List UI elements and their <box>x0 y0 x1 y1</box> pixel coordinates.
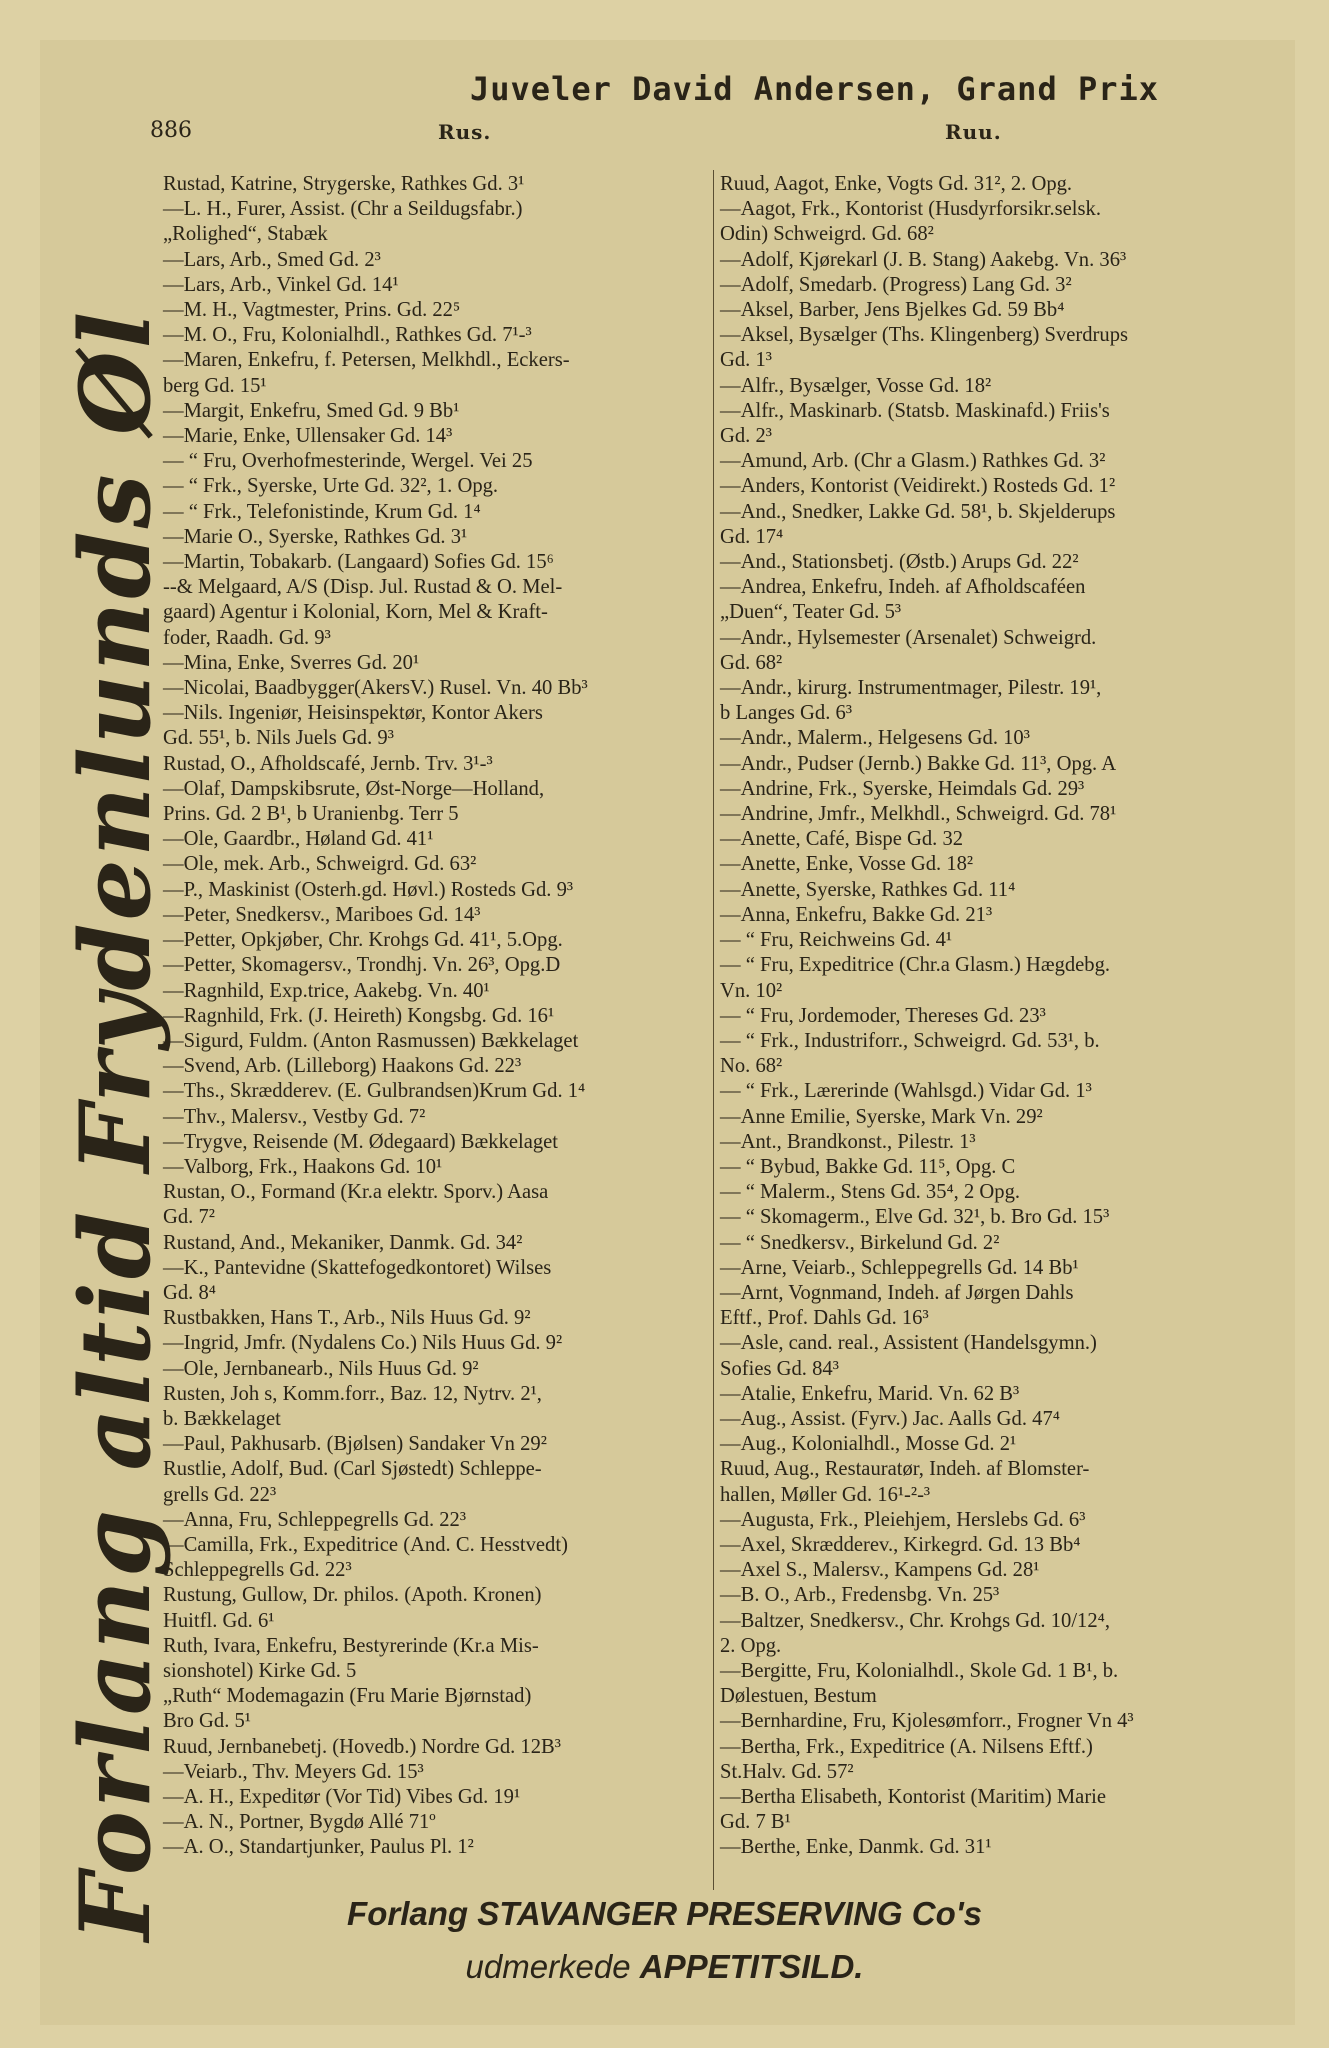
directory-entry-line: —Anette, Café, Bispe Gd. 32 <box>720 828 964 851</box>
directory-entry-line: b. Bækkelaget <box>163 1407 281 1430</box>
directory-entry-line: —Anna, Fru, Schleppegrells Gd. 22³ <box>163 1508 467 1531</box>
directory-entry-line: — “ Fru, Reichweins Gd. 4¹ <box>720 929 953 952</box>
directory-entry-line: — “ Fru, Expeditrice (Chr.a Glasm.) Hægdebg. <box>720 954 1111 977</box>
directory-entry-line: St.Halv. Gd. 57² <box>720 1760 854 1783</box>
directory-entry-line: —Ant., Brandkonst., Pilestr. 1³ <box>720 1130 976 1153</box>
directory-entry-line: — “ Frk., Lærerinde (Wahlsgd.) Vidar Gd. 1³ <box>720 1080 1092 1103</box>
directory-entry-line: —Ole, Gaardbr., Høland Gd. 41¹ <box>163 828 434 851</box>
column-divider <box>713 170 714 1890</box>
left-column-entries <box>163 172 711 1861</box>
directory-entry-line: —B. O., Arb., Fredensbg. Vn. 25³ <box>720 1584 1000 1607</box>
directory-entry-line: —Lars, Arb., Smed Gd. 2³ <box>163 248 381 271</box>
directory-entry-line: sionshotel) Kirke Gd. 5 <box>163 1659 357 1682</box>
right-column-entries <box>720 172 1280 1861</box>
directory-entry-line: —Arne, Veiarb., Schleppegrells Gd. 14 Bb¹ <box>720 1256 1079 1279</box>
directory-entry-line: —Ragnhild, Exp.trice, Aakebg. Vn. 40¹ <box>163 979 490 1002</box>
directory-entry-line: —Trygve, Reisende (M. Ødegaard) Bækkelaget <box>163 1130 559 1153</box>
directory-entry-line: —Ole, mek. Arb., Schweigrd. Gd. 63² <box>163 853 477 876</box>
directory-entry-line: Schleppegrells Gd. 22³ <box>163 1559 352 1582</box>
directory-entry-line: Gd. 68² <box>720 651 783 674</box>
directory-entry-line: Gd. 17⁴ <box>720 525 784 548</box>
directory-entry-line: —Nicolai, Baadbygger(AkersV.) Rusel. Vn. 40 Bb³ <box>163 677 588 700</box>
directory-entry-line: — “ Bybud, Bakke Gd. 11⁵, Opg. C <box>720 1155 1016 1178</box>
directory-entry-line: --& Melgaard, A/S (Disp. Jul. Rustad & O. Mel- <box>163 576 563 599</box>
directory-entry-line: —Ths., Skrædderev. (E. Gulbrandsen)Krum Gd. 1⁴ <box>163 1080 586 1103</box>
right-column-heading: Ruu. <box>945 120 1002 144</box>
directory-entry-line: —Bergitte, Fru, Kolonialhdl., Skole Gd. 1 B¹, b. <box>720 1659 1119 1682</box>
directory-entry-line: —Veiarb., Thv. Meyers Gd. 15³ <box>163 1760 424 1783</box>
directory-entry-line: Prins. Gd. 2 B¹, b Uranienbg. Terr 5 <box>163 803 459 826</box>
directory-entry-line: — “ Skomagerm., Elve Gd. 32¹, b. Bro Gd. 15³ <box>720 1206 1110 1229</box>
directory-entry-line: Rustad, Katrine, Strygerske, Rathkes Gd. 3¹ <box>163 173 525 195</box>
directory-entry-line: No. 68² <box>720 1055 783 1078</box>
footer-ad-product: APPETITSILD. <box>639 1948 864 1985</box>
directory-entry-line: Ruud, Jernbanebetj. (Hovedb.) Nordre Gd. 12B³ <box>163 1735 561 1758</box>
directory-entry-line: —Aagot, Frk., Kontorist (Husdyrforsikr.selsk. <box>720 198 1101 221</box>
directory-entry-line: —A. H., Expeditør (Vor Tid) Vibes Gd. 19¹ <box>163 1786 521 1808</box>
directory-entry-line: —Sigurd, Fuldm. (Anton Rasmussen) Bækkelaget <box>163 1029 579 1052</box>
directory-entry-line: Rustbakken, Hans T., Arb., Nils Huus Gd. 9² <box>163 1307 531 1330</box>
directory-entry-line: berg Gd. 15¹ <box>163 374 267 397</box>
directory-entry-line: Odin) Schweigrd. Gd. 68² <box>720 223 934 246</box>
directory-entry-line: —Olaf, Dampskibsrute, Øst-Norge—Holland, <box>163 777 545 800</box>
directory-entry-line: Rustan, O., Formand (Kr.a elektr. Sporv.) Aasa <box>163 1181 549 1204</box>
directory-entry-line: —Anders, Kontorist (Veidirekt.) Rosteds Gd. 1² <box>720 475 1116 498</box>
directory-entry-line: — “ Frk., Telefonistinde, Krum Gd. 1⁴ <box>163 500 481 523</box>
directory-entry-line: —Aug., Kolonialhdl., Mosse Gd. 2¹ <box>720 1433 1017 1456</box>
directory-entry-line: —Anette, Enke, Vosse Gd. 18² <box>720 853 974 876</box>
directory-entry-line: —Peter, Snedkersv., Mariboes Gd. 14³ <box>163 903 481 926</box>
directory-entry-line: Sofies Gd. 84³ <box>720 1357 839 1380</box>
page-number: 886 <box>150 118 192 143</box>
directory-entry-line: —Maren, Enkefru, f. Petersen, Melkhdl., Eckers- <box>163 349 570 372</box>
directory-entry-line: —Mina, Enke, Sverres Gd. 20¹ <box>163 651 420 674</box>
directory-entry-line: „Duen“, Teater Gd. 5³ <box>720 601 902 624</box>
footer-advertisement-line2 <box>0 1948 1329 1986</box>
directory-entry-line: „Rolighed“, Stabæk <box>163 223 328 246</box>
directory-entry-line: —Bertha Elisabeth, Kontorist (Maritim) Marie <box>720 1786 1107 1808</box>
directory-entry-line: 2. Opg. <box>720 1634 782 1657</box>
directory-entry-line: Eftf., Prof. Dahls Gd. 16³ <box>720 1307 929 1330</box>
left-column-heading: Rus. <box>438 120 492 144</box>
directory-entry-line: —Petter, Opkjøber, Chr. Krohgs Gd. 41¹, 5.Opg. <box>163 929 563 952</box>
directory-entry-line: —Alfr., Maskinarb. (Statsb. Maskinafd.) Friis's <box>720 399 1110 422</box>
directory-entry-line: — “ Malerm., Stens Gd. 35⁴, 2 Opg. <box>720 1181 1021 1204</box>
directory-entry-line: —Nils. Ingeniør, Heisinspektør, Kontor Akers <box>163 702 543 725</box>
directory-entry-line: —Anne Emilie, Syerske, Mark Vn. 29² <box>720 1105 1043 1128</box>
directory-entry-line: Bro Gd. 5¹ <box>163 1710 251 1733</box>
directory-entry-line: —And., Stationsbetj. (Østb.) Arups Gd. 22² <box>720 551 1079 574</box>
directory-entry-line: b Langes Gd. 6³ <box>720 702 852 725</box>
directory-entry-line: Ruud, Aagot, Enke, Vogts Gd. 31², 2. Opg. <box>720 173 1073 195</box>
directory-entry-line: —Adolf, Kjørekarl (J. B. Stang) Aakebg. Vn. 36³ <box>720 248 1127 271</box>
directory-entry-line: Ruud, Aug., Restauratør, Indeh. af Blomster- <box>720 1458 1090 1481</box>
directory-entry-line: Gd. 55¹, b. Nils Juels Gd. 9³ <box>163 727 394 750</box>
directory-entry-line: Gd. 8⁴ <box>163 1281 216 1304</box>
directory-entry-line: — “ Fru, Overhofmesterinde, Wergel. Vei 25 <box>163 450 533 473</box>
directory-entry-line: —Ole, Jernbanearb., Nils Huus Gd. 9² <box>163 1357 479 1380</box>
directory-entry-line: Ruth, Ivara, Enkefru, Bestyrerinde (Kr.a Mis- <box>163 1634 539 1657</box>
directory-entry-line: —Adolf, Smedarb. (Progress) Lang Gd. 3² <box>720 273 1072 296</box>
directory-entry-line: — “ Frk., Syerske, Urte Gd. 32², 1. Opg. <box>163 475 499 498</box>
directory-entry-line: hallen, Møller Gd. 16¹-²-³ <box>720 1483 931 1506</box>
directory-entry-line: —Andrine, Jmfr., Melkhdl., Schweigrd. Gd. 78¹ <box>720 803 1117 826</box>
vertical-side-advertisement: Forlang altid Frydenlunds Øl <box>58 308 172 1942</box>
directory-entry-line: —Aksel, Barber, Jens Bjelkes Gd. 59 Bb⁴ <box>720 299 1065 322</box>
directory-entry-line: —Martin, Tobakarb. (Langaard) Sofies Gd. 15⁶ <box>163 551 554 574</box>
directory-entry-line: —Thv., Malersv., Vestby Gd. 7² <box>163 1105 426 1128</box>
footer-ad-prefix: udmerkede <box>465 1948 640 1985</box>
directory-entry-line: —Anette, Syerske, Rathkes Gd. 11⁴ <box>720 878 1016 901</box>
directory-entry-line: —Ingrid, Jmfr. (Nydalens Co.) Nils Huus Gd. 9² <box>163 1332 563 1355</box>
directory-entry-line: — “ Frk., Industriforr., Schweigrd. Gd. 53¹, b. <box>720 1029 1100 1052</box>
directory-entry-line: Gd. 7² <box>163 1206 215 1229</box>
directory-entry-line: —Lars, Arb., Vinkel Gd. 14¹ <box>163 273 399 296</box>
directory-entry-line: —And., Snedker, Lakke Gd. 58¹, b. Skjelderups <box>720 500 1116 523</box>
header-advertisement: Juveler David Andersen, Grand Prix <box>470 70 1160 108</box>
directory-entry-line: —Anna, Enkefru, Bakke Gd. 21³ <box>720 903 993 926</box>
directory-entry-line: —Aksel, Bysælger (Ths. Klingenberg) Sverdrups <box>720 324 1129 347</box>
directory-entry-line: gaard) Agentur i Kolonial, Korn, Mel & Kraft- <box>163 601 548 624</box>
footer-advertisement-line1: Forlang STAVANGER PRESERVING Co's <box>347 1895 982 1932</box>
directory-entry-line: —Berthe, Enke, Danmk. Gd. 31¹ <box>720 1836 992 1859</box>
directory-entry-line: grells Gd. 22³ <box>163 1483 277 1506</box>
directory-entry-line: —Bernhardine, Fru, Kjolesømforr., Frogner Vn 4³ <box>720 1710 1134 1733</box>
directory-entry-line: — “ Snedkersv., Birkelund Gd. 2² <box>720 1231 1000 1254</box>
directory-entry-line: —Camilla, Frk., Expeditrice (And. C. Hesstvedt) <box>163 1533 568 1556</box>
directory-entry-line: —K., Pantevidne (Skattefogedkontoret) Wilses <box>163 1256 552 1279</box>
directory-entry-line: —Bertha, Frk., Expeditrice (A. Nilsens Eftf.) <box>720 1735 1093 1758</box>
directory-entry-line: —Marie O., Syerske, Rathkes Gd. 3¹ <box>163 525 468 548</box>
directory-entry-line: Rustlie, Adolf, Bud. (Carl Sjøstedt) Schleppe- <box>163 1458 542 1481</box>
directory-entry-line: Rusten, Joh s, Komm.forr., Baz. 12, Nytrv. 2¹, <box>163 1382 542 1405</box>
directory-entry-line: —Alfr., Bysælger, Vosse Gd. 18² <box>720 374 992 397</box>
directory-entry-line: Dølestuen, Bestum <box>720 1685 877 1708</box>
directory-entry-line: —A. N., Portner, Bygdø Allé 71º <box>163 1811 436 1834</box>
directory-entry-line: —Andrine, Frk., Syerske, Heimdals Gd. 29³ <box>720 777 1085 800</box>
directory-entry-line: Vn. 10² <box>720 979 783 1002</box>
directory-entry-line: foder, Raadh. Gd. 9³ <box>163 626 331 649</box>
directory-entry-line: —P., Maskinist (Osterh.gd. Høvl.) Rosteds Gd. 9³ <box>163 878 574 901</box>
directory-entry-line: —Marie, Enke, Ullensaker Gd. 14³ <box>163 425 453 448</box>
directory-entry-line: —Andr., Malerm., Helgesens Gd. 10³ <box>720 727 1030 750</box>
directory-entry-line: —Amund, Arb. (Chr a Glasm.) Rathkes Gd. 3² <box>720 450 1106 473</box>
directory-entry-line: —Svend, Arb. (Lilleborg) Haakons Gd. 22³ <box>163 1055 522 1078</box>
directory-entry-line: —Axel S., Malersv., Kampens Gd. 28¹ <box>720 1559 1040 1582</box>
directory-entry-line: —Margit, Enkefru, Smed Gd. 9 Bb¹ <box>163 399 460 422</box>
directory-entry-line: —Asle, cand. real., Assistent (Handelsgymn.) <box>720 1332 1097 1355</box>
directory-entry-line: —Arnt, Vognmand, Indeh. af Jørgen Dahls <box>720 1281 1074 1304</box>
directory-entry-line: Gd. 7 B¹ <box>720 1811 791 1834</box>
directory-entry-line: Gd. 1³ <box>720 349 772 372</box>
directory-entry-line: —Andr., Pudser (Jernb.) Bakke Gd. 11³, Opg. A <box>720 752 1117 775</box>
directory-entry-line: —Andr., Hylsemester (Arsenalet) Schweigrd. <box>720 626 1097 649</box>
directory-entry-line: —M. O., Fru, Kolonialhdl., Rathkes Gd. 7¹-³ <box>163 324 532 347</box>
directory-entry-line: —L. H., Furer, Assist. (Chr a Seildugsfabr.) <box>163 198 523 221</box>
directory-entry-line: — “ Fru, Jordemoder, Thereses Gd. 23³ <box>720 1004 1046 1027</box>
directory-entry-line: Rustung, Gullow, Dr. philos. (Apoth. Kronen) <box>163 1584 542 1607</box>
directory-entry-line: „Ruth“ Modemagazin (Fru Marie Bjørnstad) <box>163 1685 532 1708</box>
directory-entry-line: Rustand, And., Mekaniker, Danmk. Gd. 34² <box>163 1231 523 1254</box>
directory-entry-line: —Ragnhild, Frk. (J. Heireth) Kongsbg. Gd. 16¹ <box>163 1004 555 1027</box>
directory-entry-line: —Aug., Assist. (Fyrv.) Jac. Aalls Gd. 47⁴ <box>720 1407 1060 1430</box>
directory-entry-line: Rustad, O., Afholdscafé, Jernb. Trv. 3¹-³ <box>163 752 493 775</box>
directory-entry-line: —Atalie, Enkefru, Marid. Vn. 62 B³ <box>720 1382 1020 1405</box>
directory-entry-line: —Augusta, Frk., Pleiehjem, Herslebs Gd. 6³ <box>720 1508 1086 1531</box>
directory-entry-line: —Baltzer, Snedkersv., Chr. Krohgs Gd. 10/12⁴, <box>720 1609 1110 1632</box>
directory-entry-line: —Andrea, Enkefru, Indeh. af Afholdscaféen <box>720 576 1086 599</box>
directory-entry-line: —Petter, Skomagersv., Trondhj. Vn. 26³, Opg.D <box>163 954 561 977</box>
directory-entry-line: Gd. 2³ <box>720 425 772 448</box>
directory-entry-line: —Andr., kirurg. Instrumentmager, Pilestr. 19¹, <box>720 677 1102 700</box>
directory-entry-line: —A. O., Standartjunker, Paulus Pl. 1² <box>163 1836 474 1859</box>
directory-entry-line: —M. H., Vagtmester, Prins. Gd. 22⁵ <box>163 299 461 322</box>
directory-entry-line: —Axel, Skrædderev., Kirkegrd. Gd. 13 Bb⁴ <box>720 1533 1081 1556</box>
directory-entry-line: —Valborg, Frk., Haakons Gd. 10¹ <box>163 1155 443 1178</box>
directory-entry-line: Huitfl. Gd. 6¹ <box>163 1609 275 1632</box>
directory-entry-line: —Paul, Pakhusarb. (Bjølsen) Sandaker Vn 29² <box>163 1433 547 1456</box>
